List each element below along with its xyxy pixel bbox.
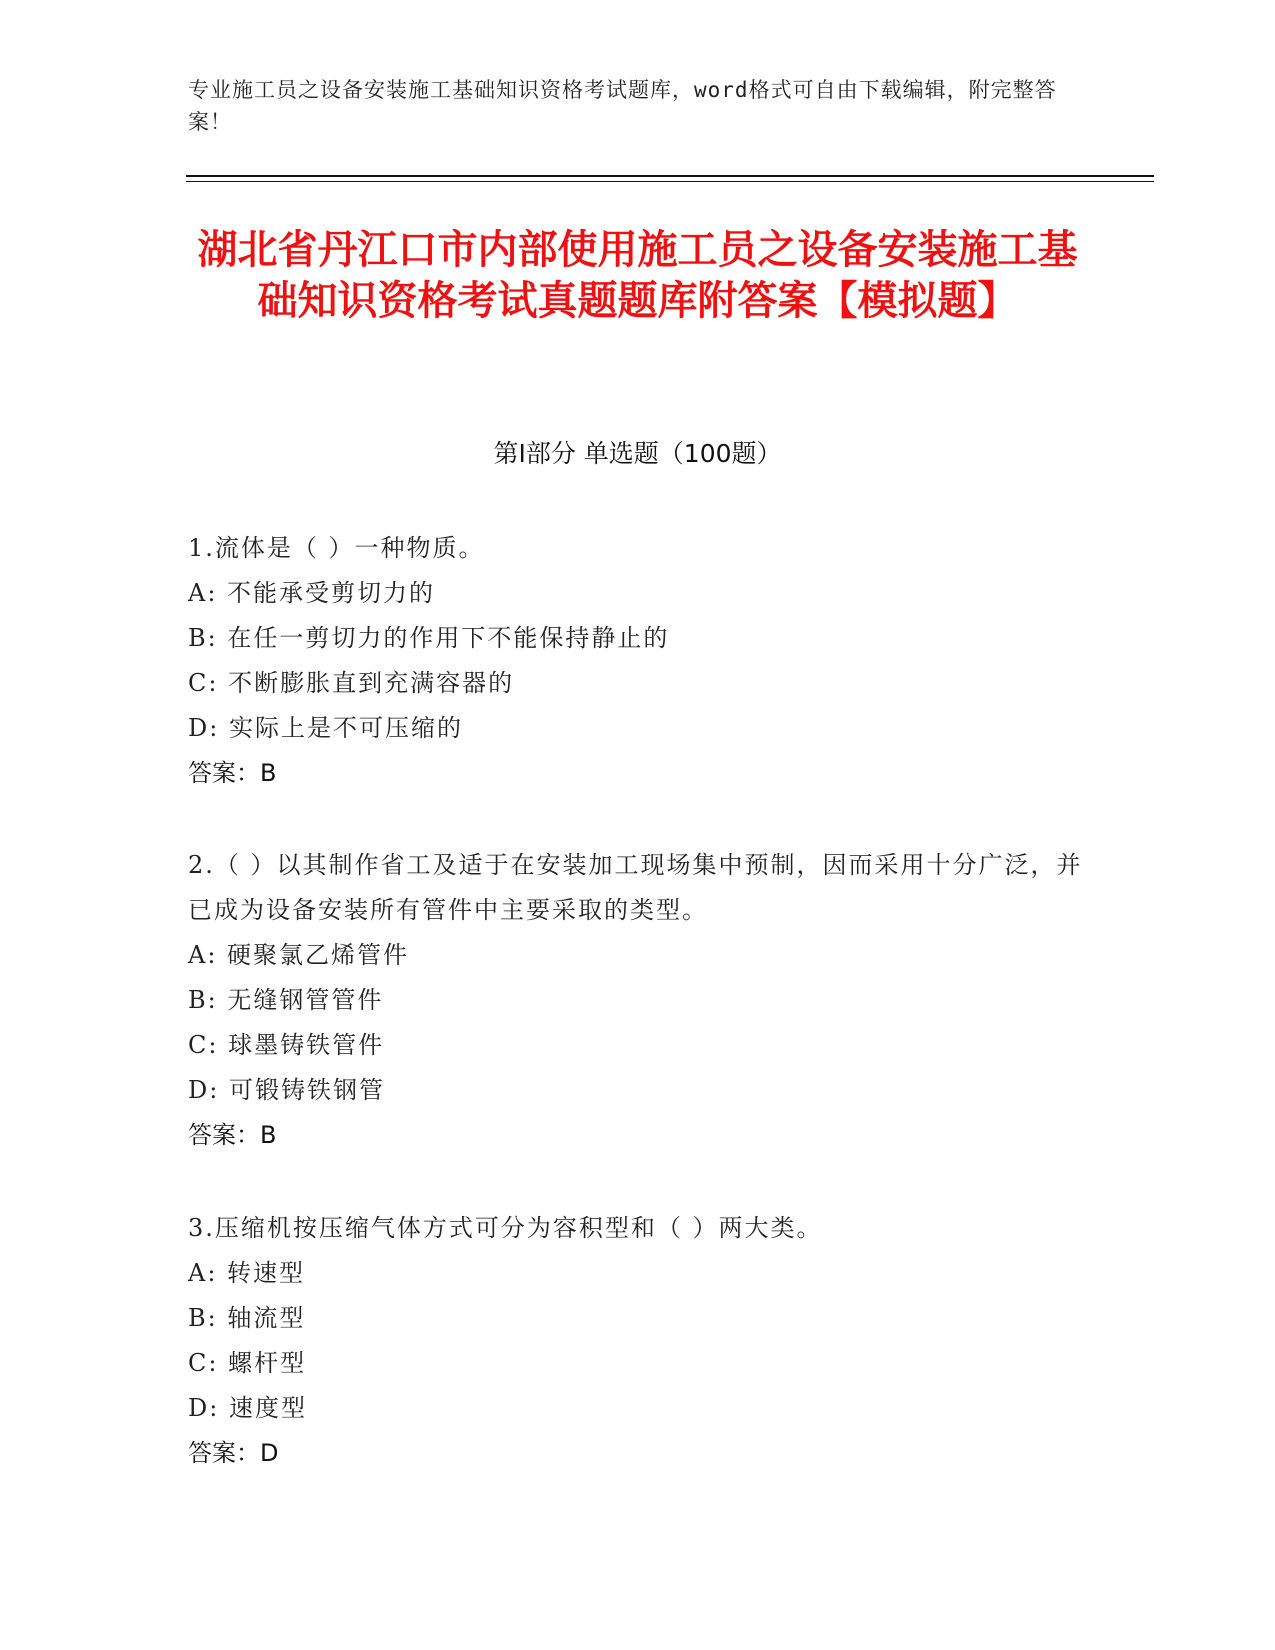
header-divider-thin: [186, 181, 1154, 182]
option-b: B: 在任一剪切力的作用下不能保持静止的: [188, 624, 670, 652]
header-note: 专业施工员之设备安装施工基础知识资格考试题库，word格式可自由下载编辑，附完整答案！: [188, 78, 1057, 134]
option-c: C: 螺杆型: [188, 1349, 307, 1377]
option-d: D: 速度型: [188, 1394, 307, 1422]
answer-line: 答案：B: [188, 1121, 277, 1149]
question-2: [188, 843, 1088, 1158]
option-d: D: 可锻铸铁钢管: [188, 1076, 385, 1104]
answer-line: 答案：D: [188, 1439, 279, 1467]
option-b: B: 无缝钢管管件: [188, 986, 384, 1014]
question-stem: 2.（ ）以其制作省工及适于在安装加工现场集中预制，因而采用十分广泛，并已成为设备安装所有管件中主要采取的类型。: [188, 851, 1083, 924]
question-stem: 1.流体是（ ）一种物质。: [188, 534, 485, 562]
header-divider-thick: [186, 175, 1154, 177]
document-title: 湖北省丹江口市内部使用施工员之设备安装施工基础知识资格考试真题题库附答案【模拟题】: [197, 227, 1078, 324]
option-a: A: 硬聚氯乙烯管件: [188, 941, 410, 969]
question-stem: 3.压缩机按压缩气体方式可分为容积型和（ ）两大类。: [188, 1214, 823, 1242]
option-d: D: 实际上是不可压缩的: [188, 714, 463, 742]
option-c: C: 不断膨胀直到充满容器的: [188, 669, 515, 697]
question-1: [188, 526, 1088, 796]
option-b: B: 轴流型: [188, 1304, 306, 1332]
answer-line: 答案：B: [188, 759, 277, 787]
question-3: [188, 1206, 1088, 1476]
option-a: A: 转速型: [188, 1259, 306, 1287]
section-heading: 第Ⅰ部分 单选题（100题）: [493, 439, 782, 468]
option-a: A: 不能承受剪切力的: [188, 579, 436, 607]
option-c: C: 球墨铸铁管件: [188, 1031, 385, 1059]
